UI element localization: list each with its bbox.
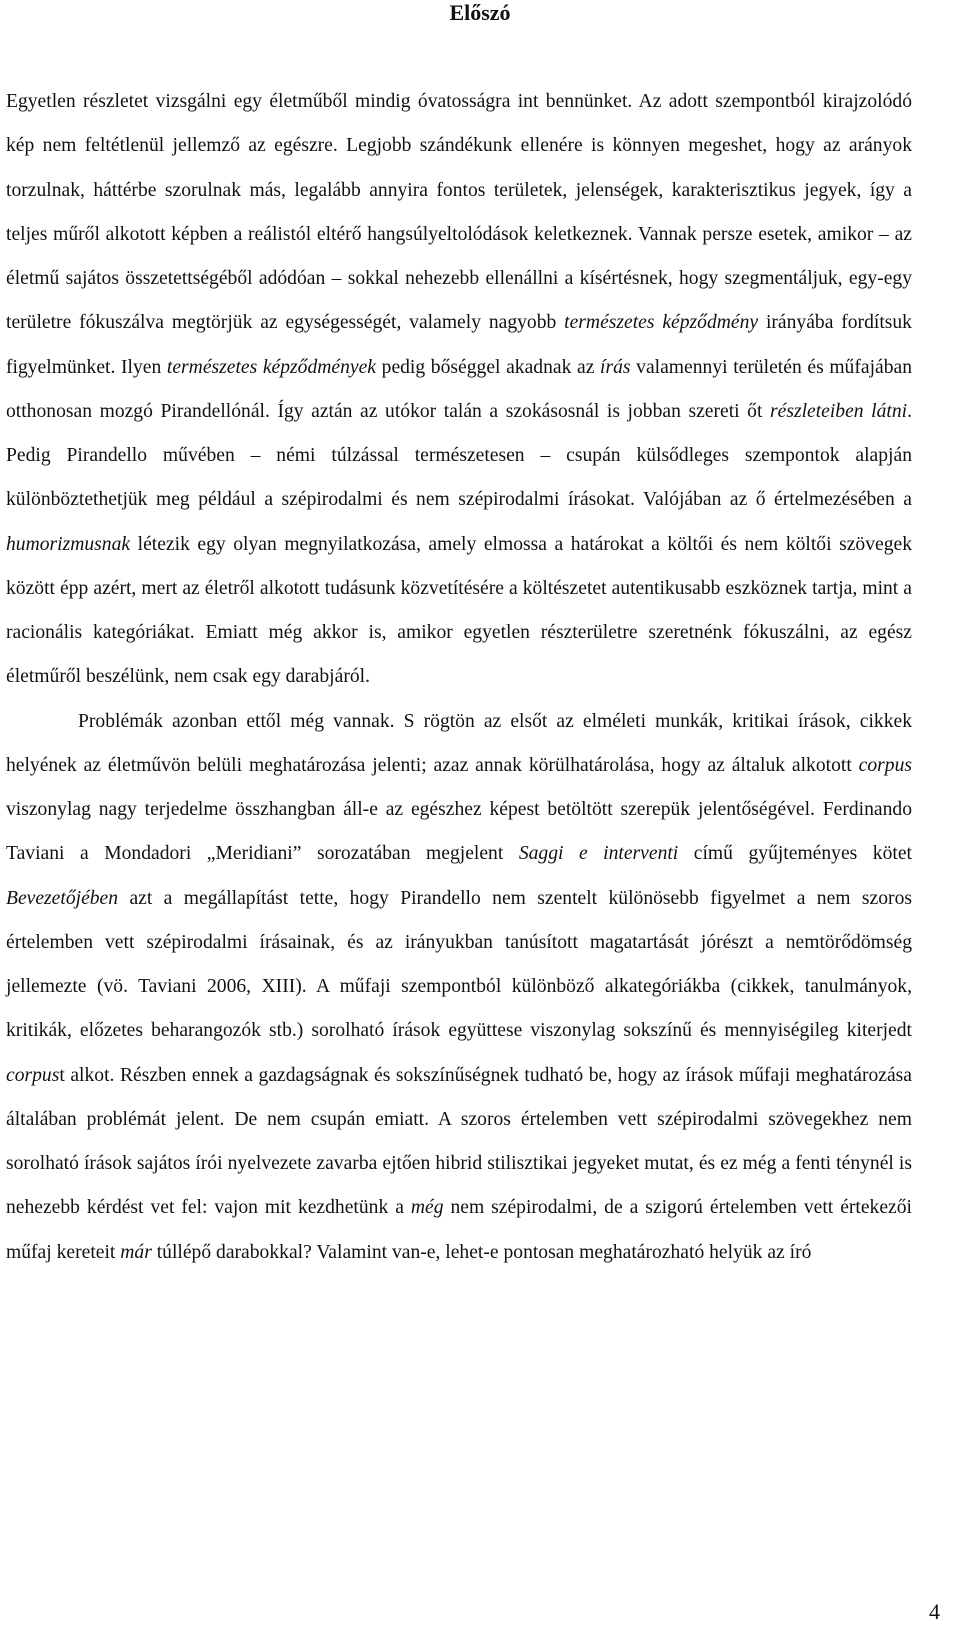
text-span: irányába fordítsuk figyelmünket. Ilyen xyxy=(6,312,912,378)
text-span: viszonylag nagy terjedelme összhangban áll-e az egészhez képest betöltött szerepük jelentőségével. Ferdinando Taviani a Mondadori „Meridiani” sorozatában megjelent xyxy=(6,799,912,865)
text-span: valamennyi területén és műfajában otthonosan mozgó Pirandellónál. Így aztán az utókor talán a szokásosnál is jobban szereti őt xyxy=(6,356,913,422)
text-span: Egyetlen részletet vizsgálni egy életműből mindig óvatosságra int bennünket. Az adott szempontból kirajzolódó kép nem feltétlenül jellemző az egészre. Legjobb szándékunk ellenére is könnyen megeshet, hogy az arányok torzulnak, háttérbe szorulnak más, legalább annyira fontos területek, jelenségek, karakterisztikus jegyek, így a teljes műről alkotott képben a reálistól eltérő hangsúlyeltolódások keletkeznek. Vannak persze esetek, amikor – az életmű sajátos összetettségéből adódóan – sokkal nehezebb ellenállni a kísértésnek, hogy szegmentáljuk, egy-egy területre fókuszálva megtörjük az egységességét, valamely nagyobb xyxy=(6,91,912,334)
text-span: pedig bőséggel akadnak az xyxy=(376,356,601,378)
italic-text-span: Bevezetőjében xyxy=(6,887,119,909)
text-span: című gyűjteményes kötet xyxy=(678,843,912,865)
italic-text-span: corpus xyxy=(858,754,912,776)
italic-text-span: még xyxy=(410,1197,444,1219)
paragraph-2 xyxy=(6,700,912,1275)
text-span: nem szépirodalmi, de a szigorú értelemben vett értekezői műfaj kereteit xyxy=(6,1197,912,1263)
italic-text-span: írás xyxy=(600,356,631,378)
page-title: Előszó xyxy=(449,0,511,25)
text-span: . Pedig Pirandello művében – némi túlzással természetesen – csupán külsődleges szempontok alapján különböztethetjük meg például a szépirodalmi és nem szépirodalmi írásokat. Valójában az ő értelmezésében a xyxy=(6,400,913,511)
italic-text-span: Saggi e interventi xyxy=(518,843,679,865)
paragraph-1 xyxy=(6,80,912,700)
text-span: túllépő darabokkal? Valamint van-e, lehet-e pontosan meghatározható helyük az író xyxy=(151,1241,812,1263)
text-span: létezik egy olyan megnyilatkozása, amely elmossa a határokat a költői és nem költői szövegek között épp azért, mert az életről alkotott tudásunk közvetítésére a költészetet autentikusabb eszköznek tartja, mint a racionális kategóriákat. Emiatt még akkor is, amikor egyetlen részterületre szeretnénk fókuszálni, az egész életműről beszélünk, nem csak egy darabjáról. xyxy=(6,533,912,688)
italic-text-span: már xyxy=(120,1241,152,1263)
italic-text-span: természetes képződmények xyxy=(166,356,377,378)
text-span: Problémák azonban ettől még vannak. S rögtön az elsőt az elméleti munkák, kritikai írások, cikkek helyének az életművön belüli meghatározása jelenti; azaz annak körülhatárolása, hogy az általuk alkotott xyxy=(6,710,912,776)
text-span: t alkot. Részben ennek a gazdagságnak és sokszínűségnek tudható be, hogy az írások műfaji meghatározása általában problémát jelent. De nem csupán emiatt. A szoros értelemben vett szépirodalmi szövegekhez nem sorolható írások sajátos írói nyelvezete zavarba ejtően hibrid stilisztikai jegyeket mutat, és ez még a fenti ténynél is nehezebb kérdést vet fel: vajon mit kezdhetünk a xyxy=(6,1064,912,1219)
body-text xyxy=(6,80,912,1275)
italic-text-span: természetes képződmény xyxy=(564,312,759,334)
text-span: azt a megállapítást tette, hogy Pirandello nem szentelt különösebb figyelmet a nem szoros értelemben vett szépirodalmi írásainak, és az irányukban tanúsított magatartását jórészt a nemtörődömség jellemezte (vö. Taviani 2006, XIII). A műfaji szempontból különböző alkategóriákba (cikkek, tanulmányok, kritikák, előzetes beharangozók stb.) sorolható írások együttese viszonylag sokszínű és mennyiségileg kiterjedt xyxy=(6,887,912,1042)
italic-text-span: corpus xyxy=(6,1064,60,1086)
page-number: 4 xyxy=(929,1599,940,1624)
italic-text-span: részleteiben látni xyxy=(770,400,908,422)
italic-text-span: humorizmusnak xyxy=(6,533,131,555)
